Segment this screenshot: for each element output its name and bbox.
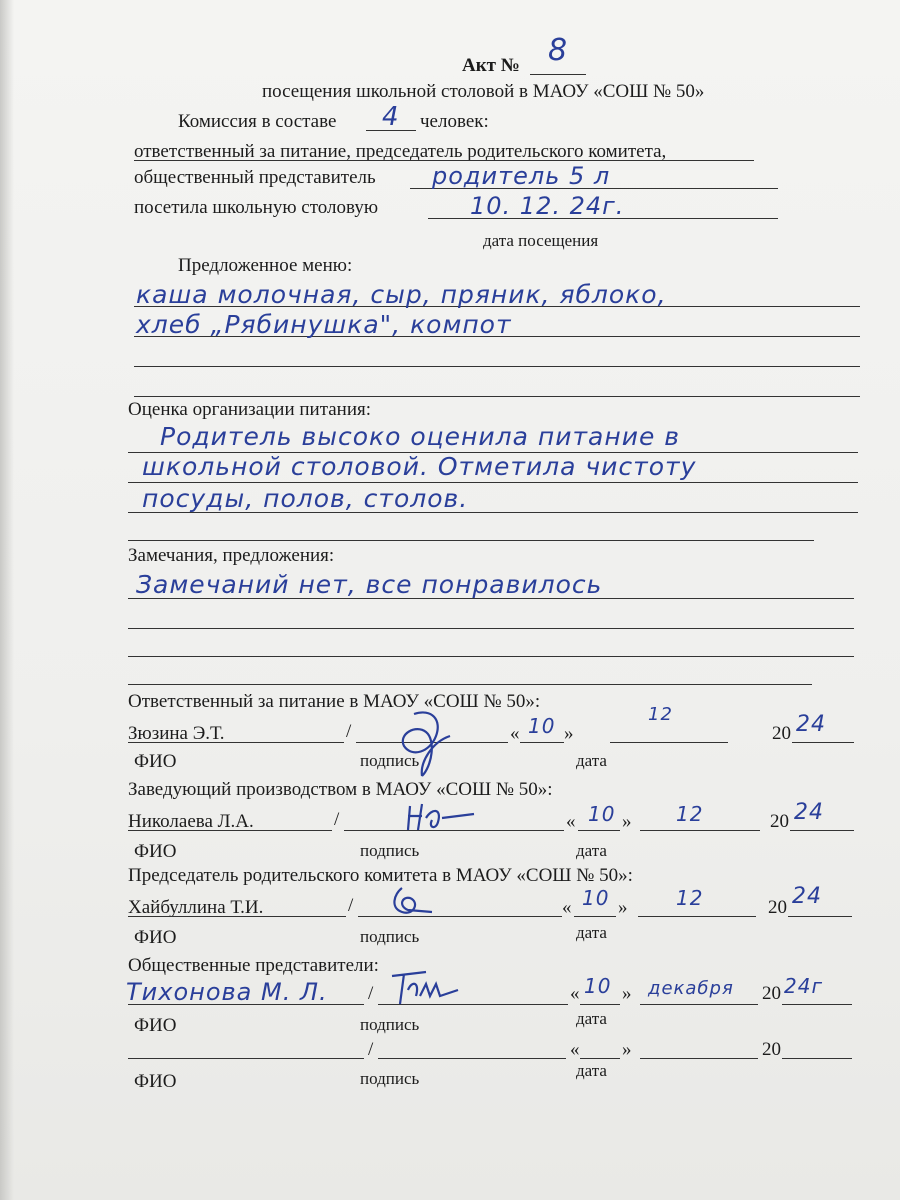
act-number: 8 [548,33,569,68]
sign3-year-prefix: 20 [768,897,787,918]
commission-suffix: человек: [420,111,489,132]
assessment-text-1: Родитель высоко оценила питание в [160,422,681,451]
sign2-name: Николаева Л.А. [128,811,254,832]
members-underline [134,160,754,161]
sign5-day-line [580,1058,620,1059]
sign2-quote-open: « [566,811,576,832]
menu-label: Предложенное меню: [178,255,353,276]
sign4-caption-sign: подпись [360,1015,420,1034]
sign5-year-prefix: 20 [762,1039,781,1060]
sign2-month-line [640,830,760,831]
sign3-caption-sign: подпись [360,927,420,946]
sign5-caption-date: дата [576,1061,607,1080]
sign2-caption-sign: подпись [360,841,420,860]
sign5-month-line [640,1058,758,1059]
sign4-name-line [128,1004,364,1005]
sign5-caption-sign: подпись [360,1069,420,1088]
sign4-quote-open: « [570,983,580,1004]
sign4-year-line [782,1004,852,1005]
menu-line-4 [134,396,860,397]
sign5-quote-open: « [570,1039,580,1060]
menu-text-1: каша молочная, сыр, пряник, яблоко, [136,280,667,309]
sign5-year-line [782,1058,852,1059]
sign3-caption-fio: ФИО [134,927,177,948]
sign3-quote-close: » [618,897,628,918]
menu-line-3 [134,366,860,367]
visited-label: посетила школьную столовую [134,197,379,218]
sign2-year: 24 [794,800,824,825]
sign4-slash: / [368,983,374,1004]
sign4-caption-fio: ФИО [134,1015,177,1036]
sign4-day-line [580,1004,620,1005]
sign5-signature-line [378,1058,566,1059]
sign2-year-prefix: 20 [770,811,789,832]
sign4-signature [382,966,462,1010]
sign2-day: 10 [588,802,616,826]
visit-date-handwritten: 10. 12. 24г. [470,192,625,220]
act-subtitle: посещения школьной столовой в МАОУ «СОШ № 50» [262,81,705,102]
sign5-name-line [128,1058,364,1059]
remarks-line-2 [128,628,854,629]
sign3-day: 10 [582,886,610,910]
remarks-line-3 [128,656,854,657]
commission-count: 4 [382,102,400,132]
sign1-quote-open: « [510,723,520,744]
sign1-name-line [128,742,344,743]
sign5-slash: / [368,1039,374,1060]
assessment-line-2 [128,482,858,483]
sign4-month-line [640,1004,758,1005]
act-label: Акт № [462,55,520,76]
visit-date-caption: дата посещения [483,231,599,250]
remarks-text-1: Замечаний нет, все понравилось [136,570,603,599]
sign5-caption-fio: ФИО [134,1071,177,1092]
sign4-caption-date: дата [576,1009,607,1028]
sign3-slash: / [348,895,354,916]
sign3-name-line [128,916,346,917]
sign5-quote-close: » [622,1039,632,1060]
sign3-year-line [788,916,852,917]
assessment-line-4 [128,540,814,541]
sign4-year-prefix: 20 [762,983,781,1004]
sign1-day: 10 [528,714,556,738]
sign4-month: декабря [648,978,734,999]
sign3-quote-open: « [562,897,572,918]
sign1-slash: / [346,721,352,742]
sign1-name: Зюзина Э.Т. [128,723,225,744]
commission-prefix: Комиссия в составе [178,111,337,132]
sign2-year-line [790,830,854,831]
sign2-caption-fio: ФИО [134,841,177,862]
page-edge-shadow [0,0,14,1200]
sign1-year: 24 [796,712,826,737]
sign2-day-line [578,830,620,831]
commission-members-line1: ответственный за питание, председатель родительского комитета, [134,141,667,162]
sign4-name: Тихонова М. Л. [126,978,328,1006]
remarks-label: Замечания, предложения: [128,545,335,566]
menu-text-2: хлеб „Рябинушка", компот [136,310,512,339]
sign1-caption-fio: ФИО [134,751,177,772]
sign3-name: Хайбуллина Т.И. [128,897,264,918]
sign2-slash: / [334,809,340,830]
sign1-caption-sign: подпись [360,751,420,770]
assessment-text-3: посуды, полов, столов. [142,484,469,513]
remarks-line-4 [128,684,812,685]
sign3-day-line [574,916,616,917]
sign4-quote-close: » [622,983,632,1004]
sign3-title: Председатель родительского комитета в МАОУ «СОШ № 50»: [128,865,633,886]
sign3-month: 12 [676,886,704,910]
sign3-signature [380,882,440,922]
sign2-month: 12 [676,802,704,826]
representative-handwritten: родитель 5 л [432,162,611,190]
sign2-caption-date: дата [576,841,607,860]
sign1-year-line [792,742,854,743]
sign1-title: Ответственный за питание в МАОУ «СОШ № 50»: [128,691,541,712]
assessment-label: Оценка организации питания: [128,399,372,420]
act-number-line [530,74,586,75]
sign2-name-line [128,830,332,831]
sign1-year-prefix: 20 [772,723,791,744]
sign3-month-line [638,916,756,917]
commission-members-line2: общественный представитель [134,167,376,188]
sign2-signature [398,796,478,836]
sign3-caption-date: дата [576,923,607,942]
sign4-title: Общественные представители: [128,955,379,976]
sign1-month-line [610,742,728,743]
sign4-year: 24г [784,974,823,998]
sign1-day-line [520,742,564,743]
sign2-quote-close: » [622,811,632,832]
sign4-day: 10 [584,974,612,998]
sign3-year: 24 [792,884,822,909]
sign1-caption-date: дата [576,751,607,770]
sign1-month: 12 [648,704,673,725]
assessment-text-2: школьной столовой. Отметила чистоту [142,452,697,481]
sign1-quote-close: » [564,723,574,744]
sign2-title: Заведующий производством в МАОУ «СОШ № 50»: [128,779,553,800]
